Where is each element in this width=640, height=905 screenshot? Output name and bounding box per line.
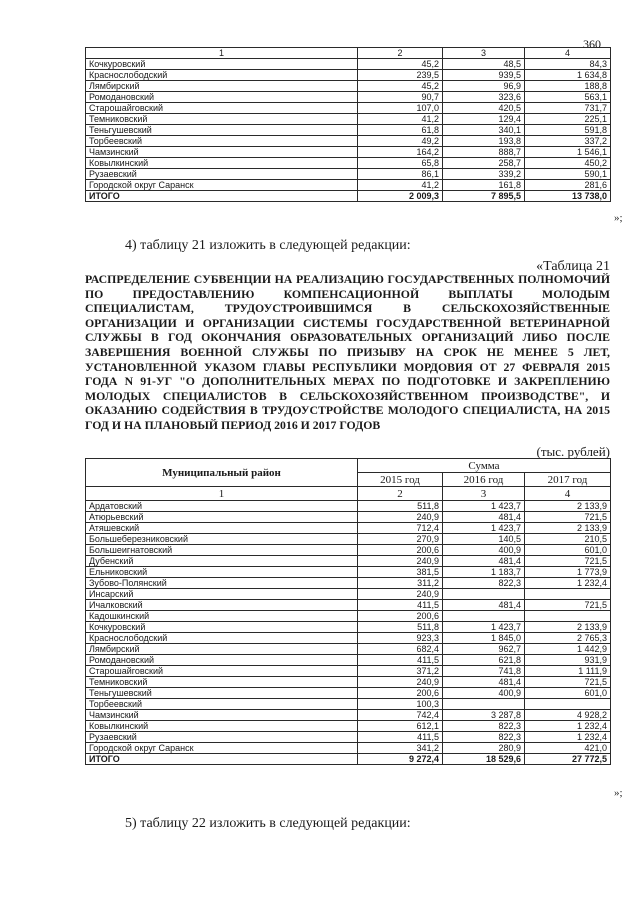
value-cell-v4: 563,1	[525, 92, 611, 103]
column-number-2: 2	[358, 487, 443, 501]
value-cell-y2015: 240,9	[358, 556, 443, 567]
district-name-cell: Теньгушевский	[86, 688, 358, 699]
value-cell-y2016: 1 423,7	[443, 523, 525, 534]
value-cell-v4: 84,3	[525, 59, 611, 70]
district-name-cell: Торбеевский	[86, 699, 358, 710]
table-row	[86, 180, 611, 191]
value-cell-v4: 591,8	[525, 125, 611, 136]
value-cell-y2017: 721,5	[525, 556, 611, 567]
table-row	[86, 501, 611, 512]
page-number: 360	[583, 37, 601, 51]
table-row	[86, 545, 611, 556]
table-closing-quote: »;	[614, 212, 623, 224]
value-cell-y2017: 2 765,3	[525, 633, 611, 644]
district-name-cell: Рузаевский	[86, 169, 358, 180]
value-cell-v2: 86,1	[358, 169, 443, 180]
table-row	[86, 523, 611, 534]
value-cell-v2: 2 009,3	[358, 191, 443, 202]
value-cell-y2017: 27 772,5	[525, 754, 611, 765]
value-cell-y2017: 2 133,9	[525, 523, 611, 534]
district-name-cell: Зубово-Полянский	[86, 578, 358, 589]
value-cell-y2016: 400,9	[443, 688, 525, 699]
column-number-1: 1	[86, 487, 358, 501]
value-cell-v2: 61,8	[358, 125, 443, 136]
value-cell-y2015: 511,8	[358, 622, 443, 633]
value-cell-y2017: 1 232,4	[525, 732, 611, 743]
value-cell-v4: 337,2	[525, 136, 611, 147]
district-name-cell: Лямбирский	[86, 644, 358, 655]
district-name-cell: Ромодановский	[86, 655, 358, 666]
district-name-cell: Лямбирский	[86, 81, 358, 92]
value-cell-y2017	[525, 611, 611, 622]
district-name-cell: Ковылкинский	[86, 158, 358, 169]
value-cell-v4: 225,1	[525, 114, 611, 125]
district-name-cell: Старошайговский	[86, 103, 358, 114]
value-cell-v2: 90,7	[358, 92, 443, 103]
value-cell-y2015: 411,5	[358, 655, 443, 666]
column-number-4: 4	[525, 48, 611, 59]
value-cell-v4: 13 738,0	[525, 191, 611, 202]
district-name-cell: Старошайговский	[86, 666, 358, 677]
value-cell-y2015: 411,5	[358, 732, 443, 743]
table-row	[86, 70, 611, 81]
value-cell-y2016: 481,4	[443, 677, 525, 688]
column-header-year-2017: 2017 год	[525, 473, 611, 487]
table-row	[86, 125, 611, 136]
value-cell-v2: 239,5	[358, 70, 443, 81]
value-cell-y2017: 421,0	[525, 743, 611, 754]
table-row	[86, 721, 611, 732]
value-cell-y2017: 601,0	[525, 545, 611, 556]
value-cell-y2017: 1 232,4	[525, 721, 611, 732]
value-cell-y2015: 240,9	[358, 589, 443, 600]
value-cell-y2015: 712,4	[358, 523, 443, 534]
table-row	[86, 136, 611, 147]
value-cell-v2: 164,2	[358, 147, 443, 158]
district-name-cell: Дубенский	[86, 556, 358, 567]
table-row	[86, 103, 611, 114]
value-cell-v3: 48,5	[443, 59, 525, 70]
value-cell-v2: 41,2	[358, 114, 443, 125]
value-cell-v4: 1 546,1	[525, 147, 611, 158]
value-cell-v3: 340,1	[443, 125, 525, 136]
table-row	[86, 92, 611, 103]
table-row	[86, 512, 611, 523]
paragraph-item-5: 5) таблицу 22 изложить в следующей редакции:	[125, 816, 411, 831]
units-label: (тыс. рублей)	[536, 444, 610, 459]
table-number-row	[86, 487, 611, 501]
table-header-row	[86, 459, 611, 473]
district-name-cell: Краснослободский	[86, 70, 358, 81]
value-cell-y2017: 721,5	[525, 677, 611, 688]
table-row	[86, 655, 611, 666]
district-name-cell: Торбеевский	[86, 136, 358, 147]
value-cell-v2: 65,8	[358, 158, 443, 169]
value-cell-y2017: 931,9	[525, 655, 611, 666]
value-cell-y2017: 601,0	[525, 688, 611, 699]
district-name-cell: Кочкуровский	[86, 59, 358, 70]
value-cell-y2017: 2 133,9	[525, 622, 611, 633]
value-cell-y2016: 1 423,7	[443, 622, 525, 633]
district-name-cell: Ковылкинский	[86, 721, 358, 732]
district-name-cell: Теньгушевский	[86, 125, 358, 136]
table-22-distribution	[85, 458, 611, 765]
value-cell-v3: 939,5	[443, 70, 525, 81]
value-cell-y2016: 481,4	[443, 556, 525, 567]
value-cell-y2016: 1 183,7	[443, 567, 525, 578]
value-cell-v4: 281,6	[525, 180, 611, 191]
table-21-previous-part	[85, 47, 611, 202]
value-cell-v3: 323,6	[443, 92, 525, 103]
value-cell-y2015: 381,5	[358, 567, 443, 578]
value-cell-y2015: 240,9	[358, 512, 443, 523]
value-cell-y2015: 200,6	[358, 545, 443, 556]
table-row	[86, 622, 611, 633]
value-cell-y2016: 140,5	[443, 534, 525, 545]
value-cell-y2016: 481,4	[443, 512, 525, 523]
value-cell-y2015: 9 272,4	[358, 754, 443, 765]
value-cell-y2017: 721,5	[525, 600, 611, 611]
value-cell-y2016: 962,7	[443, 644, 525, 655]
column-header-district: Муниципальный район	[86, 459, 358, 487]
value-cell-y2015: 511,8	[358, 501, 443, 512]
table-row	[86, 732, 611, 743]
value-cell-v2: 49,2	[358, 136, 443, 147]
value-cell-y2016: 3 287,8	[443, 710, 525, 721]
district-name-cell: Ромодановский	[86, 92, 358, 103]
table-row	[86, 589, 611, 600]
table-row	[86, 633, 611, 644]
table-title: РАСПРЕДЕЛЕНИЕ СУБВЕНЦИИ НА РЕАЛИЗАЦИЮ ГОСУДАРСТВЕННЫХ ПОЛНОМОЧИЙ ПО ПРЕДОСТАВЛЕНИЮ КОМПЕНСАЦИОННОЙ ВЫПЛАТЫ МОЛОДЫМ СПЕЦИАЛИСТАМ, ТРУДОУСТРОИВШИМСЯ В СЕЛЬСКОХОЗЯЙСТВЕННЫЕ ОРГАНИЗАЦИИ И ОРГАНИЗАЦИИ СИСТЕМЫ ГОСУДАРСТВЕННОЙ ВЕТЕРИНАРНОЙ СЛУЖБЫ В ГОД ОКОНЧАНИЯ ОБРАЗОВАТЕЛЬНЫХ ОРГАНИЗАЦИЙ ЛИБО ПОСЛЕ ЗАВЕРШЕНИЯ ВОЕННОЙ СЛУЖБЫ ПО ПРИЗЫВУ НА СРОК НЕ МЕНЕЕ 5 ЛЕТ, УСТАНОВЛЕННОЙ УКАЗОМ ГЛАВЫ РЕСПУБЛИКИ МОРДОВИЯ ОТ 27 ФЕВРАЛЯ 2015 ГОДА N 91-УГ "О ДОПОЛНИТЕЛЬНЫХ МЕРАХ ПО ПОДГОТОВКЕ И ЗАКРЕПЛЕНИЮ МОЛОДЫХ СПЕЦИАЛИСТОВ В СЕЛЬСКОХОЗЯЙСТВЕННОМ ПРОИЗВОДСТВЕ", И ОКАЗАНИЮ СОДЕЙСТВИЯ В ТРУДОУСТРОЙСТВЕ МОЛОДОГО СПЕЦИАЛИСТА, НА 2015 ГОД И НА ПЛАНОВЫЙ ПЕРИОД 2016 И 2017 ГОДОВ	[85, 272, 610, 432]
value-cell-v3: 420,5	[443, 103, 525, 114]
total-row	[86, 191, 611, 202]
value-cell-v4: 1 634,8	[525, 70, 611, 81]
value-cell-y2017	[525, 699, 611, 710]
district-name-cell: Кочкуровский	[86, 622, 358, 633]
value-cell-y2016: 481,4	[443, 600, 525, 611]
district-name-cell: Ичалковский	[86, 600, 358, 611]
value-cell-y2016: 822,3	[443, 578, 525, 589]
district-name-cell: Чамзинский	[86, 710, 358, 721]
column-header-sum: Сумма	[358, 459, 611, 473]
table-row	[86, 59, 611, 70]
table-row	[86, 169, 611, 180]
table-row	[86, 710, 611, 721]
table-row	[86, 114, 611, 125]
value-cell-v3: 258,7	[443, 158, 525, 169]
value-cell-y2015: 682,4	[358, 644, 443, 655]
value-cell-v3: 129,4	[443, 114, 525, 125]
value-cell-y2017: 1 773,9	[525, 567, 611, 578]
district-name-cell: Атяшевский	[86, 523, 358, 534]
value-cell-y2016: 1 845,0	[443, 633, 525, 644]
value-cell-v2: 45,2	[358, 81, 443, 92]
table-row	[86, 666, 611, 677]
table-row	[86, 158, 611, 169]
table-row	[86, 677, 611, 688]
table-row	[86, 534, 611, 545]
value-cell-v3: 339,2	[443, 169, 525, 180]
value-cell-v3: 7 895,5	[443, 191, 525, 202]
table-closing-quote: »;	[614, 787, 623, 799]
value-cell-y2017: 2 133,9	[525, 501, 611, 512]
value-cell-y2016: 400,9	[443, 545, 525, 556]
district-name-cell: Городской округ Саранск	[86, 743, 358, 754]
value-cell-y2016	[443, 611, 525, 622]
value-cell-y2017: 1 111,9	[525, 666, 611, 677]
table-row	[86, 644, 611, 655]
table-row	[86, 743, 611, 754]
value-cell-y2015: 612,1	[358, 721, 443, 732]
value-cell-y2016: 822,3	[443, 732, 525, 743]
district-name-cell: Атюрьевский	[86, 512, 358, 523]
district-name-cell: Рузаевский	[86, 732, 358, 743]
column-number-1: 1	[86, 48, 358, 59]
value-cell-y2015: 742,4	[358, 710, 443, 721]
table-row	[86, 556, 611, 567]
table-row	[86, 600, 611, 611]
table-row	[86, 81, 611, 92]
district-name-cell: ИТОГО	[86, 191, 358, 202]
value-cell-y2015: 923,3	[358, 633, 443, 644]
value-cell-v3: 161,8	[443, 180, 525, 191]
district-name-cell: Ардатовский	[86, 501, 358, 512]
value-cell-y2016	[443, 589, 525, 600]
district-name-cell: Инсарский	[86, 589, 358, 600]
table-row	[86, 611, 611, 622]
value-cell-v2: 41,2	[358, 180, 443, 191]
value-cell-y2016: 822,3	[443, 721, 525, 732]
value-cell-v2: 107,0	[358, 103, 443, 114]
value-cell-y2016	[443, 699, 525, 710]
value-cell-v4: 590,1	[525, 169, 611, 180]
column-number-4: 4	[525, 487, 611, 501]
value-cell-v4: 188,8	[525, 81, 611, 92]
value-cell-y2016: 280,9	[443, 743, 525, 754]
value-cell-y2016: 621,8	[443, 655, 525, 666]
value-cell-y2015: 240,9	[358, 677, 443, 688]
district-name-cell: Чамзинский	[86, 147, 358, 158]
value-cell-y2016: 18 529,6	[443, 754, 525, 765]
value-cell-y2017: 1 442,9	[525, 644, 611, 655]
value-cell-y2015: 311,2	[358, 578, 443, 589]
value-cell-y2016: 1 423,7	[443, 501, 525, 512]
table-row	[86, 578, 611, 589]
column-number-3: 3	[443, 487, 525, 501]
value-cell-y2015: 411,5	[358, 600, 443, 611]
table-header-row	[86, 48, 611, 59]
table-row	[86, 699, 611, 710]
value-cell-y2015: 371,2	[358, 666, 443, 677]
district-name-cell: ИТОГО	[86, 754, 358, 765]
district-name-cell: Краснослободский	[86, 633, 358, 644]
value-cell-y2015: 341,2	[358, 743, 443, 754]
value-cell-v4: 450,2	[525, 158, 611, 169]
district-name-cell: Ельниковский	[86, 567, 358, 578]
district-name-cell: Большеберезниковский	[86, 534, 358, 545]
value-cell-y2017: 1 232,4	[525, 578, 611, 589]
value-cell-y2017: 721,5	[525, 512, 611, 523]
value-cell-y2015: 200,6	[358, 611, 443, 622]
column-number-3: 3	[443, 48, 525, 59]
value-cell-y2017: 4 928,2	[525, 710, 611, 721]
table-label: «Таблица 21	[536, 259, 610, 274]
value-cell-y2017: 210,5	[525, 534, 611, 545]
table-row	[86, 688, 611, 699]
column-header-year-2015: 2015 год	[358, 473, 443, 487]
value-cell-v2: 45,2	[358, 59, 443, 70]
district-name-cell: Темниковский	[86, 677, 358, 688]
value-cell-y2015: 100,3	[358, 699, 443, 710]
table-row	[86, 147, 611, 158]
table-row	[86, 567, 611, 578]
total-row	[86, 754, 611, 765]
value-cell-y2015: 200,6	[358, 688, 443, 699]
value-cell-v3: 888,7	[443, 147, 525, 158]
district-name-cell: Городской округ Саранск	[86, 180, 358, 191]
value-cell-v3: 96,9	[443, 81, 525, 92]
column-header-year-2016: 2016 год	[443, 473, 525, 487]
district-name-cell: Кадошкинский	[86, 611, 358, 622]
value-cell-v3: 193,8	[443, 136, 525, 147]
district-name-cell: Большеигнатовский	[86, 545, 358, 556]
value-cell-y2016: 741,8	[443, 666, 525, 677]
district-name-cell: Темниковский	[86, 114, 358, 125]
paragraph-item-4: 4) таблицу 21 изложить в следующей редакции:	[125, 238, 411, 253]
value-cell-y2015: 270,9	[358, 534, 443, 545]
column-number-2: 2	[358, 48, 443, 59]
value-cell-v4: 731,7	[525, 103, 611, 114]
value-cell-y2017	[525, 589, 611, 600]
